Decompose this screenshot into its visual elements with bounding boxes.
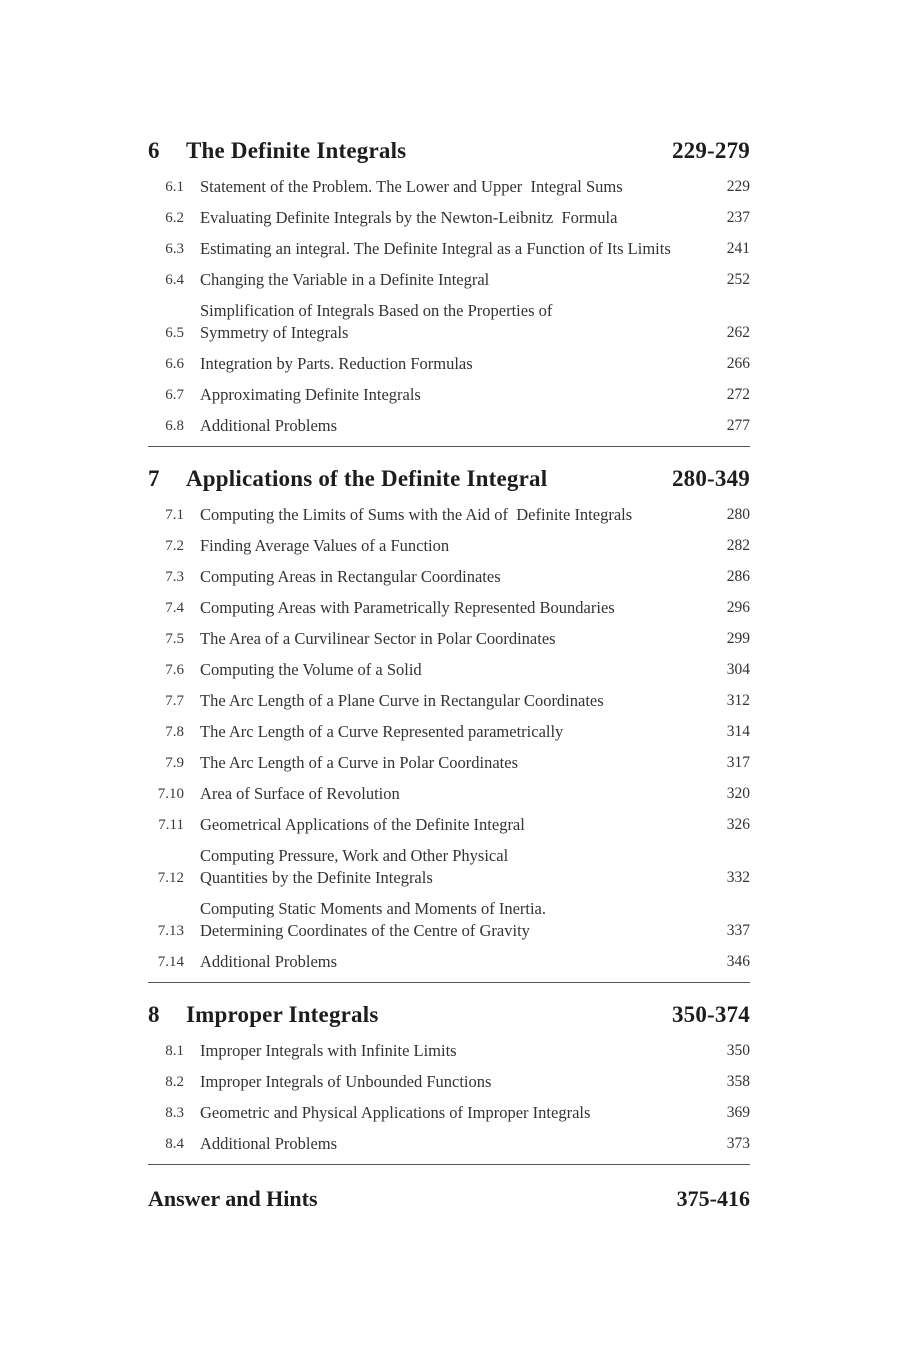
toc-content	[148, 136, 750, 1214]
section-title: Computing Static Moments and Moments of Inertia. Determining Coordinates of the Centre of Gravity	[200, 899, 547, 940]
toc-row	[148, 504, 750, 526]
section-number: 6.5	[165, 325, 184, 341]
section-number: 7.11	[158, 817, 184, 833]
page-number: 237	[726, 209, 750, 226]
section-number: 7.10	[157, 786, 184, 802]
toc-row	[148, 353, 750, 375]
chapter-title: Applications of the Definite Integral	[186, 466, 548, 491]
page-number: 272	[726, 386, 750, 403]
page-number: 286	[726, 568, 750, 585]
section-divider	[148, 982, 750, 983]
page-number: 262	[726, 324, 750, 341]
section-number: 6.1	[165, 179, 184, 195]
page-number: 317	[726, 754, 750, 771]
section-number: 7.8	[165, 724, 184, 740]
toc-row	[148, 659, 750, 681]
section-number: 8.1	[165, 1043, 184, 1059]
section-title: The Arc Length of a Curve Represented parametrically	[200, 722, 564, 741]
chapter-number: 8	[148, 1002, 160, 1027]
section-number: 7.3	[165, 569, 184, 585]
section-divider	[148, 446, 750, 447]
toc-row	[148, 1071, 750, 1093]
section-title: Improper Integrals with Infinite Limits	[200, 1041, 457, 1060]
section-title: Statement of the Problem. The Lower and Upper Integral Sums	[200, 177, 623, 196]
chapter-page-range: 229-279	[671, 138, 750, 163]
section-number: 7.1	[165, 507, 184, 523]
toc-row	[148, 814, 750, 836]
page-number: 280	[726, 506, 750, 523]
page-number: 337	[726, 922, 750, 939]
toc-row	[148, 1040, 750, 1062]
toc-row	[148, 951, 750, 973]
page-number: 299	[726, 630, 750, 647]
page-number: 266	[726, 355, 750, 372]
section-title: Additional Problems	[200, 1134, 338, 1153]
page-number: 229	[726, 178, 750, 195]
answers-title: Answer and Hints	[148, 1186, 318, 1211]
section-title: Geometric and Physical Applications of Improper Integrals	[200, 1103, 591, 1122]
section-title: Additional Problems	[200, 952, 338, 971]
section-title: Changing the Variable in a Definite Integral	[200, 270, 490, 289]
section-number: 8.2	[165, 1074, 184, 1090]
section-title: Estimating an integral. The Definite Integral as a Function of Its Limits	[200, 239, 671, 258]
section-title: Integration by Parts. Reduction Formulas	[200, 354, 473, 373]
toc-row	[148, 1102, 750, 1124]
chapter-title: Improper Integrals	[186, 1002, 379, 1027]
section-number: 7.4	[165, 600, 184, 616]
page-number: 373	[726, 1135, 750, 1152]
chapter-number: 6	[148, 138, 160, 163]
section-number: 8.3	[165, 1105, 184, 1121]
page-number: 296	[726, 599, 750, 616]
toc-row	[148, 269, 750, 291]
section-number: 6.6	[165, 356, 184, 372]
toc-row	[148, 783, 750, 805]
section-number: 7.14	[157, 954, 184, 970]
section-title: The Area of a Curvilinear Sector in Polar Coordinates	[200, 629, 556, 648]
section-number: 7.13	[157, 923, 184, 939]
toc-row	[148, 300, 750, 344]
section-title: Finding Average Values of a Function	[200, 536, 450, 555]
page-number: 320	[726, 785, 750, 802]
toc-row	[148, 207, 750, 229]
chapter-page-range: 280-349	[671, 466, 750, 491]
toc-row	[148, 721, 750, 743]
chapter-number: 7	[148, 466, 160, 491]
toc-row	[148, 566, 750, 588]
toc-row	[148, 628, 750, 650]
section-title: Computing Areas with Parametrically Represented Boundaries	[200, 598, 615, 617]
page-number: 314	[726, 723, 750, 740]
page-number: 332	[726, 869, 750, 886]
answers-row	[148, 1184, 750, 1214]
toc-row	[148, 535, 750, 557]
toc-row	[148, 176, 750, 198]
section-divider	[148, 1164, 750, 1165]
section-title: Geometrical Applications of the Definite Integral	[200, 815, 525, 834]
page-number: 312	[726, 692, 750, 709]
section-number: 7.2	[165, 538, 184, 554]
page-number: 346	[726, 953, 750, 970]
chapter-6-header	[148, 136, 750, 166]
chapter-8-header	[148, 1000, 750, 1030]
toc-row	[148, 752, 750, 774]
toc-row	[148, 597, 750, 619]
toc-row	[148, 238, 750, 260]
section-title: Computing the Limits of Sums with the Aid of Definite Integrals	[200, 505, 633, 524]
answers-page-range: 375-416	[676, 1186, 750, 1211]
section-number: 8.4	[165, 1136, 184, 1152]
chapter-7-header	[148, 464, 750, 494]
toc-row	[148, 845, 750, 889]
toc-row	[148, 898, 750, 942]
page-number: 252	[726, 271, 750, 288]
section-number: 7.6	[165, 662, 184, 678]
section-title: Computing Areas in Rectangular Coordinates	[200, 567, 501, 586]
toc-row	[148, 415, 750, 437]
section-number: 7.7	[165, 693, 184, 709]
toc-row	[148, 1133, 750, 1155]
section-number: 6.8	[165, 418, 184, 434]
section-title: Evaluating Definite Integrals by the Newton-Leibnitz Formula	[200, 208, 618, 227]
page-number: 277	[726, 417, 750, 434]
section-title: Computing the Volume of a Solid	[200, 660, 422, 679]
page-number: 350	[726, 1042, 750, 1059]
section-title: Simplification of Integrals Based on the Properties of Symmetry of Integrals	[200, 301, 553, 342]
section-title: The Arc Length of a Plane Curve in Rectangular Coordinates	[200, 691, 604, 710]
page-number: 241	[726, 240, 750, 257]
section-title: Improper Integrals of Unbounded Functions	[200, 1072, 492, 1091]
chapter-page-range: 350-374	[671, 1002, 750, 1027]
section-number: 6.7	[165, 387, 184, 403]
toc-row	[148, 384, 750, 406]
chapter-title: The Definite Integrals	[186, 138, 407, 163]
section-number: 7.5	[165, 631, 184, 647]
page-number: 358	[726, 1073, 750, 1090]
toc-row	[148, 690, 750, 712]
page-number: 304	[726, 661, 750, 678]
section-number: 6.3	[165, 241, 184, 257]
section-title: Approximating Definite Integrals	[200, 385, 421, 404]
section-number: 7.9	[165, 755, 184, 771]
section-title: The Arc Length of a Curve in Polar Coordinates	[200, 753, 519, 772]
section-title: Area of Surface of Revolution	[200, 784, 400, 803]
page-number: 369	[726, 1104, 750, 1121]
section-number: 6.4	[165, 272, 184, 288]
section-title: Computing Pressure, Work and Other Physical Quantities by the Definite Integrals	[200, 846, 509, 887]
section-number: 7.12	[157, 870, 184, 886]
section-number: 6.2	[165, 210, 184, 226]
page-number: 326	[726, 816, 750, 833]
page-number: 282	[726, 537, 750, 554]
section-title: Additional Problems	[200, 416, 338, 435]
